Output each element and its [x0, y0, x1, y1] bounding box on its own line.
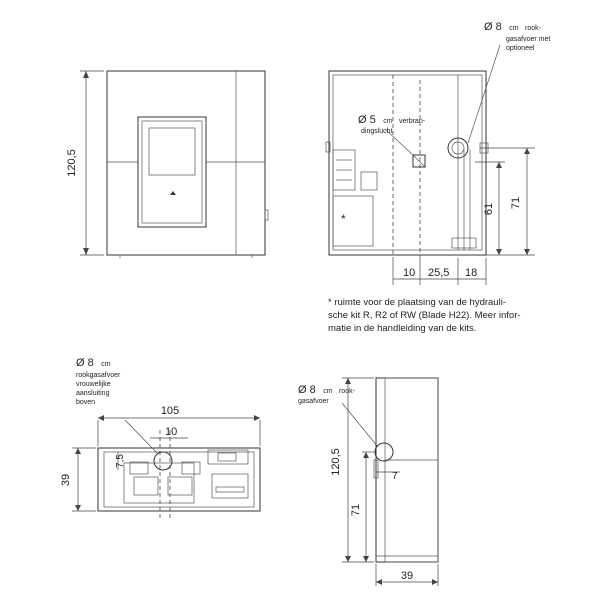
top-control-display: [218, 453, 236, 461]
top-flue-label-line4: boven: [76, 399, 96, 406]
top-inner-outline: [104, 452, 254, 507]
back-small-box: [361, 172, 377, 190]
side-depth-label: 39: [400, 570, 414, 582]
side-height-label: 120,5: [330, 448, 342, 476]
top-compartment-left: [134, 477, 158, 495]
footnote-star: *: [328, 297, 332, 308]
top-flue-leader: [125, 420, 158, 454]
footnote-line3: matie in de handleiding van de kits.: [328, 323, 477, 334]
top-compartment-right: [168, 477, 192, 495]
flue-top-label-line3: optioneel: [506, 45, 535, 52]
hydraulic-kit-star: *: [341, 212, 346, 226]
flue-outlet-side: [375, 443, 393, 461]
stove-door: [138, 117, 206, 227]
hydraulic-kit-space: [333, 196, 373, 246]
side-flue-height-label: 71: [350, 503, 362, 517]
side-flue-label-line2: gasafvoer: [298, 398, 329, 405]
top-tray-handle: [216, 487, 244, 492]
front-height-label: 120,5: [66, 149, 78, 177]
top-flue-label-line2: vrouwelijke: [76, 381, 111, 388]
dim-61-label: 61: [483, 202, 495, 216]
top-tray: [212, 474, 248, 498]
top-view: [60, 353, 260, 520]
dim-10-label: 10: [403, 267, 416, 279]
door-glass: [149, 128, 195, 175]
offset-label: 10: [165, 426, 178, 438]
footnote-line2: sche kit R, R2 of RW (Blade H22). Meer infor-: [328, 310, 521, 321]
front-view: [66, 71, 268, 258]
top-flue-label-line3: aansluiting: [76, 390, 110, 397]
side-flue-leader: [342, 403, 378, 447]
door-inner-frame: [142, 121, 202, 223]
flue-top-label-line2: gasafvoer met: [506, 36, 551, 43]
small-dim-label: 7,5: [115, 454, 126, 468]
top-flue-label-line1: rookgasafvoer: [76, 372, 121, 379]
side-offset-label: 7: [392, 471, 398, 482]
dim-71-label: 71: [510, 196, 522, 210]
back-inner-outline: [333, 75, 482, 250]
footnote-line1: ruimte voor de plaatsing van de hydrauli-: [334, 297, 506, 308]
dim-18-label: 18: [465, 267, 478, 279]
hydraulic-kit-footnote: [328, 296, 578, 335]
air-inlet-cross: [413, 155, 425, 167]
flue-top-label: Ø 8 cm rook-: [484, 21, 541, 33]
air-inlet-label: Ø 5 cm verbran-: [358, 114, 426, 126]
top-flue-label: Ø 8 cm: [76, 357, 111, 369]
side-view: [298, 378, 438, 586]
side-flue-label: Ø 8 cm rook-: [298, 384, 355, 396]
top-small-box-right: [182, 462, 200, 474]
depth-label: 39: [60, 473, 72, 487]
stove-back-outline: [329, 71, 486, 255]
dim-25-5-label: 25,5: [428, 267, 450, 279]
flame-icon: [170, 191, 176, 195]
flue-outlet-top: [154, 452, 172, 470]
flue-top-leader: [468, 45, 500, 143]
back-view: [326, 17, 550, 285]
side-inner-panel: [385, 378, 438, 562]
top-small-box-left: [130, 462, 148, 474]
width-label: 105: [160, 405, 180, 417]
air-inlet-label-line2: dingslucht: [361, 128, 393, 135]
